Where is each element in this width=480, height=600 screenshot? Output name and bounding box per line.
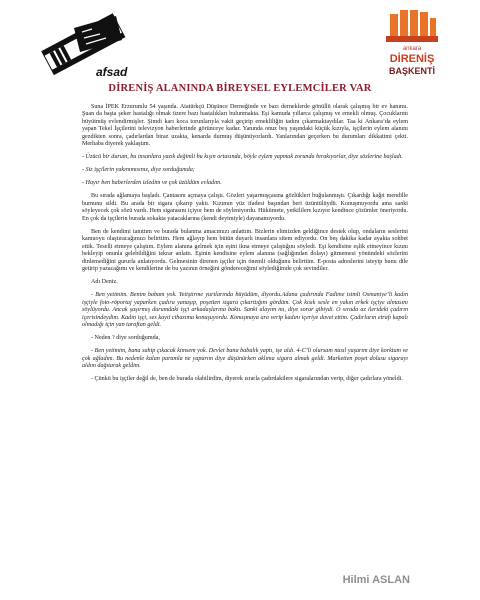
paragraph: Bu sırada ağlamaya başladı. Çantasını açmaya çalıştı. Gözleri yaşarmışçasına gözlükleri buğulanmıştı. Çıkardığı kağıt mendille burnunu sildi. Bu arada bir sigara çıkarıp yaktı. Kızımın yüz ifadesi başından beri üzüntülüydü. Konuşmuyordu ama sanki söyleyecek çok sözü vardı. Hem sigarasını içiyor hem de söyleniyordu. Hükümete, yetkililere kızıyor kendince çözümler öneriyordu. En çok da işçilerin burada sokakta yatacaklarına (kendi deyimiyle) dayanamıyordu. <box>82 193 408 222</box>
paragraph: Suna İPEK Erzurumlu 54 yaşında. Atatürkçü Düşünce Derneğinde ve bazı derneklerde gönüllü olarak çalışmış bir ev hanımı. Şuan da başta şeker hastalığı olmak üzere bazı hastalıkları bulunmakta. Eşi kamuda yıllarca çalışmış ve emekli olmuş. Çocuklarını büyütmüş evlendirmişler. Şimdi karı koca torunlarıyla vakit geçirip emekliliğin tadını çıkarmaktaydılar. Taa ki Ankara’da eylem yapan Tekel İşçilerini televizyon haberlerinde görünceye kadar. Yanında onuz beş yaşındaki küçük kızıyla, işçilerin eylem alanını gezdikten sonra, çadırlardan biraz uzakta, kenarda durmuş düşünüyorlardı. Yanlarından geçerken bu durumları dikkatimi çekti. Merhaba diyerek yaklaştım. <box>82 104 408 148</box>
article-title: DİRENİŞ ALANINDA BİREYSEL EYLEMCİLER VAR <box>108 83 372 94</box>
quote-paragraph: - Hayır ben haberlerden izledim ve çok üzüldüm evladım. <box>82 180 222 187</box>
afsad-logo-text: afsad <box>96 65 128 79</box>
quote-paragraph: - Siz işçilerin yakınımısınız, diye sorduğumda; <box>82 167 195 174</box>
paragraph: - Neden ? diye sorduğumda, <box>91 335 160 342</box>
afsad-logo <box>40 10 132 80</box>
quote-paragraph: - Üzücü bir durum, bu insanlara yazık değimli bu kışın ortasında, böyle eylem yapmak zorunda bırakıyorlar, diye sözlerine başladı. <box>82 154 403 161</box>
direnis-baskenti-logo <box>382 8 442 80</box>
paragraph: - Çünkü bu işçiler değil de, ben de burada olabilirdim, diyerek ısrarla çadırdakilere sigaralarından verip, diğer çadırlara yöneldi. <box>91 376 403 383</box>
author-signature: Hilmi ASLAN <box>342 574 410 586</box>
paragraph: Adı Deniz. <box>91 279 118 286</box>
logo-ankara-text: ankara <box>402 46 422 52</box>
quote-paragraph: - Ben yetimim, bana sahip çıkacak kimsem yok. Devlet bana babalık yaptı, işe aldı. 4-C’li olursam nasıl yaşarım diye korktum ve çok ağladım. Bu nedenle kalan paramla ne yaparım diye düşünürken aklıma sigara almak geldi. Marketten poşet dolusu sigarayı aldım dağıtarak geldim. <box>82 348 408 370</box>
logo-baskenti-text: BAŞKENTİ <box>388 66 436 76</box>
quote-paragraph: - Ben yetimim. Benim babam yok. Yetiştirme yurtlarında büyüdüm, diyordu.Adana çadırında Fadime isimli Osmaniye’li kadın işçiyle foto-röportaj yaparken çadıra yanaşıp, poşetten sigara çıkarttığını gördüm. Çok kısık sesle en yakın erkek işçiye almasını söylüyordu. Ancak şaşırmış durumdaki işçi arkadaşlarına baktı. Sanki alayım mı, diye sorar gibiydi. O sırada az ilerideki çadırın içerisindeydim. Kadın işçi, ses kayıt cihazıma konuşuyordu. Konuşmaya ara verip kadını içeriye davet ettim. Çadırların etrafı kapalı olmadığı için yan taraftan geldi. <box>82 292 408 329</box>
paragraph: Ben de kendimi tanıttım ve burada bulanma amacımızı anlattım. Bizlerin elimizden geldiğince destek olup, ondaların seslerini kamuoyu olaştıracağımızı belirttim. Hem ağlayıp hem bütün duyarlı insanlara sitem ediyordu. On beş dakika kadar ayakta sohbet ettik. Teselli etmeye çalıştım. Eylem alanına gelmek için eşini ikna etmeye çalıştığını söyledi. Eşi kendisine eşlik etmeyince kızını bekleyip onunla gelebildiğini tekrar anlattı. Eşinin kendisine eylem alanına (sağlığından dolayı) gitmemesi yönündeki sözlerini dinlemediğini gururla anlatıyordu. Gelmesinin direnen işçiler için önemli olduğunu belirttim. E-posta adreslerini isteyip bunu dile getirip yazacağımı ve kendilerine de bu yazının örneğini göndereceğimi söylediğimde çok sevindiler. <box>82 228 408 273</box>
article-body <box>82 104 408 389</box>
logo-direnis-text: DİRENİŞ <box>389 53 435 65</box>
